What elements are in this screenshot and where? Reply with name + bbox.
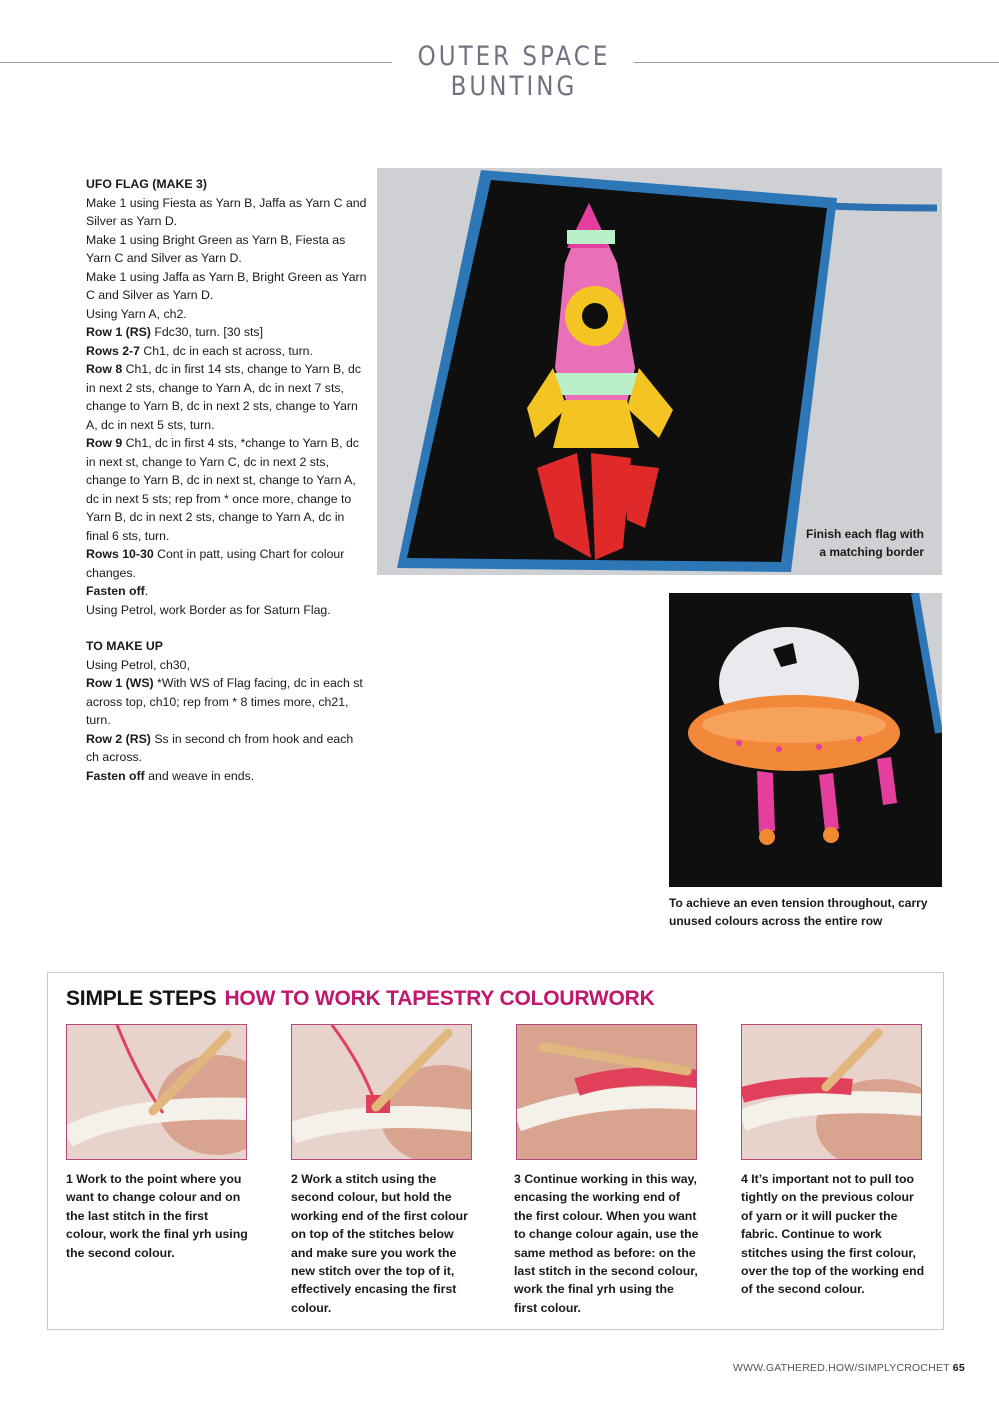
- ufo-flag-heading: UFO FLAG (MAKE 3): [86, 177, 207, 191]
- footer-url: WWW.GATHERED.HOW/SIMPLYCROCHET: [733, 1362, 950, 1374]
- make-up-intro: Using Petrol, ch30,: [86, 657, 190, 672]
- row-instruction: Row 1 (RS) Fdc30, turn. [30 sts]: [86, 325, 263, 339]
- header-rule-left: [0, 62, 392, 63]
- simple-steps-title: SIMPLE STEPS HOW TO WORK TAPESTRY COLOURWORK: [66, 987, 655, 1010]
- step-2-text: 2 Work a stitch using the second colour, but hold the working end of the first colour on top of the stitches below and make sure you work the new stitch over the top of it, effectively encasing the first colour.: [291, 1172, 468, 1315]
- page-number: 65: [952, 1362, 965, 1374]
- step-4-text: 4 It’s important not to pull too tightly on the previous colour of yarn or it will pucker the fabric. Continue to work stitches using the first colour, over the top of the working end of the second colour.: [741, 1172, 925, 1297]
- row-instruction: Row 2 (RS) Ss in second ch from hook and each ch across.: [86, 731, 354, 764]
- make-up-heading: TO MAKE UP: [86, 639, 163, 653]
- row-instruction: Row 1 (WS) *With WS of Flag facing, dc in each st across top, ch10; rep from * 8 times more, ch21, turn.: [86, 676, 363, 727]
- page-title: OUTER SPACE BUNTING: [417, 42, 611, 102]
- step-1-photo: [66, 1024, 247, 1160]
- step-1-text: 1 Work to the point where you want to change colour and on the last stitch in the first colour, work the final yrh using the second colour.: [66, 1172, 248, 1260]
- row-instruction: Row 9 Ch1, dc in first 4 sts, *change to Yarn B, dc in next st, change to Yarn C, dc in next 2 sts, change to Yarn B, dc in next st, change to Yarn A, dc in next 5 sts; rep from * once more, change to Yarn B, dc in next 2 sts, change to Yarn A, dc in final 6 sts, turn.: [86, 436, 359, 543]
- intro-line: Make 1 using Fiesta as Yarn B, Jaffa as Yarn C and Silver as Yarn D.: [86, 195, 367, 228]
- footer: [733, 1362, 965, 1374]
- intro-line: Using Yarn A, ch2.: [86, 306, 187, 321]
- fasten-off: Fasten off and weave in ends.: [86, 768, 255, 783]
- intro-line: Make 1 using Bright Green as Yarn B, Fiesta as Yarn C and Silver as Yarn D.: [86, 232, 346, 265]
- pattern-column: [86, 175, 368, 785]
- header-rule-right: [634, 62, 999, 63]
- fasten-off: Fasten off.: [86, 584, 149, 598]
- row-instruction: Rows 10-30 Cont in patt, using Chart for colour changes.: [86, 547, 345, 580]
- rocket-flag-photo: [377, 168, 942, 575]
- rocket-caption: Finish each flag with a matching border: [805, 527, 924, 559]
- step-3-photo: [516, 1024, 697, 1160]
- ufo-flag-photo: [669, 593, 942, 887]
- row-instruction: Rows 2-7 Ch1, dc in each st across, turn.: [86, 343, 313, 358]
- step-2-photo: [291, 1024, 472, 1160]
- intro-line: Make 1 using Jaffa as Yarn B, Bright Green as Yarn C and Silver as Yarn D.: [86, 269, 367, 302]
- step-4-photo: [741, 1024, 922, 1160]
- row-instruction: Row 8 Ch1, dc in first 14 sts, change to Yarn B, dc in next 2 sts, change to Yarn A, dc in next 7 sts, change to Yarn B, dc in next 2 sts, change to Yarn A, dc in next 5 sts, turn.: [86, 362, 361, 432]
- step-3-text: 3 Continue working in this way, encasing the working end of the first colour. When you want to change colour again, use the same method as before: on the last stitch in the second colour, work the final yrh using the first colour.: [514, 1172, 699, 1315]
- border-note: Using Petrol, work Border as for Saturn Flag.: [86, 602, 331, 617]
- ufo-caption: To achieve an even tension throughout, carry unused colours across the entire row: [669, 896, 928, 928]
